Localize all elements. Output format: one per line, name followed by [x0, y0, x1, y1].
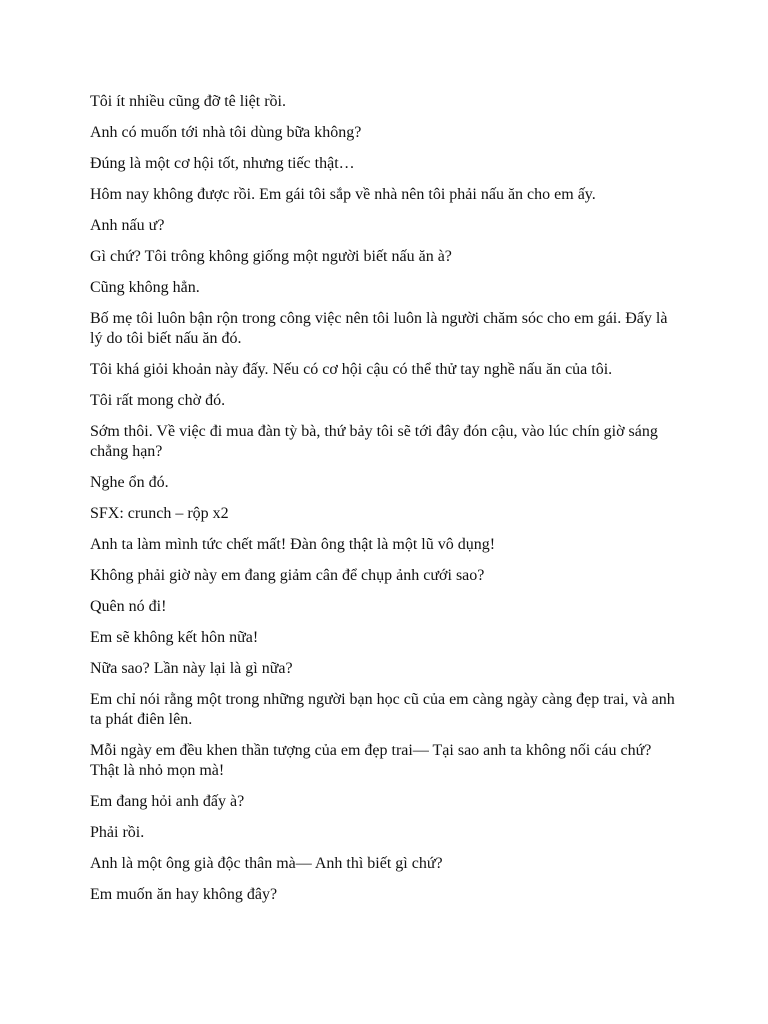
paragraph: Tôi khá giỏi khoản này đấy. Nếu có cơ hội cậu có thể thử tay nghề nấu ăn của tôi.	[90, 361, 613, 378]
paragraph: Phải rồi.	[90, 824, 145, 841]
paragraph: Tôi ít nhiều cũng đỡ tê liệt rồi.	[90, 93, 286, 110]
paragraph: Mỗi ngày em đều khen thần tượng của em đẹp trai— Tại sao anh ta không nối cáu chứ? Thật là nhỏ mọn mà!	[90, 742, 652, 779]
paragraph: Không phải giờ này em đang giảm cân để chụp ảnh cưới sao?	[90, 567, 485, 584]
paragraph: Em đang hỏi anh đấy à?	[90, 793, 245, 810]
paragraph: Quên nó đi!	[90, 598, 167, 615]
paragraph: Cũng không hẳn.	[90, 279, 200, 296]
paragraph: SFX: crunch – rộp x2	[90, 505, 229, 522]
paragraph: Bố mẹ tôi luôn bận rộn trong công việc nên tôi luôn là người chăm sóc cho em gái. Đấy là lý do tôi biết nấu ăn đó.	[90, 310, 668, 347]
paragraph: Sớm thôi. Về việc đi mua đàn tỳ bà, thứ bảy tôi sẽ tới đây đón cậu, vào lúc chín giờ sáng chẳng hạn?	[90, 423, 658, 460]
paragraph: Anh ta làm mình tức chết mất! Đàn ông thật là một lũ vô dụng!	[90, 536, 496, 553]
paragraph: Anh có muốn tới nhà tôi dùng bữa không?	[90, 124, 362, 141]
paragraph: Em sẽ không kết hôn nữa!	[90, 629, 259, 646]
paragraph: Anh nấu ư?	[90, 217, 165, 234]
paragraph: Em chỉ nói rằng một trong những người bạn học cũ của em càng ngày càng đẹp trai, và anh ta phát điên lên.	[90, 691, 675, 728]
paragraph: Nữa sao? Lần này lại là gì nữa?	[90, 660, 293, 677]
paragraph: Em muốn ăn hay không đây?	[90, 886, 278, 903]
paragraph: Tôi rất mong chờ đó.	[90, 392, 226, 409]
paragraph: Anh là một ông già độc thân mà— Anh thì biết gì chứ?	[90, 855, 443, 872]
paragraph: Nghe ổn đó.	[90, 474, 169, 491]
paragraph: Hôm nay không được rồi. Em gái tôi sắp về nhà nên tôi phải nấu ăn cho em ấy.	[90, 186, 596, 203]
document-body	[90, 92, 680, 916]
paragraph: Đúng là một cơ hội tốt, nhưng tiếc thật…	[90, 155, 355, 172]
paragraph: Gì chứ? Tôi trông không giống một người biết nấu ăn à?	[90, 248, 452, 265]
